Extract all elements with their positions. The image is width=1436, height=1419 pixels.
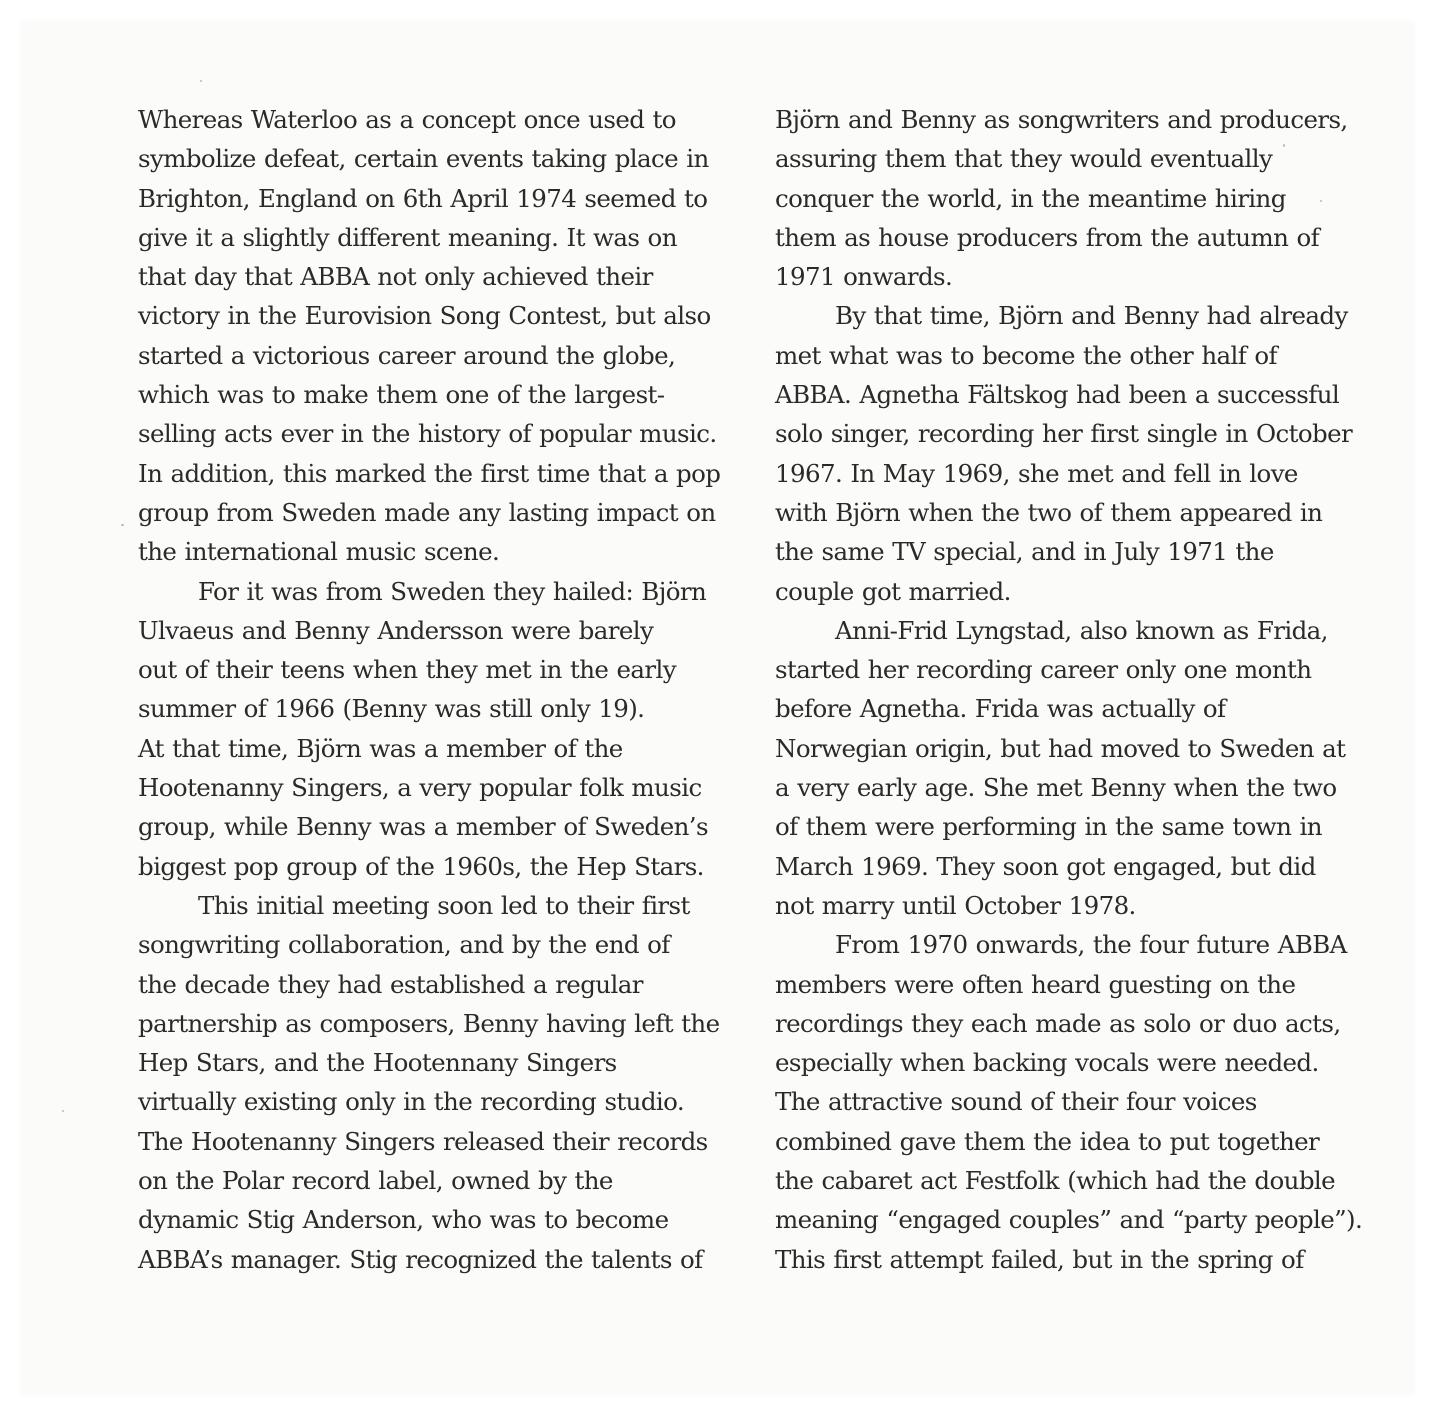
paragraph-4 — [775, 100, 1355, 296]
text-line: summer of 1966 (Benny was still only 19). — [138, 694, 645, 724]
dust-speck — [121, 524, 124, 526]
text-line: partnership as composers, Benny having left the — [138, 1008, 720, 1038]
text-line: the cabaret act Festfolk (which had the double — [775, 1166, 1336, 1196]
text-line: especially when backing vocals were needed. — [775, 1048, 1319, 1078]
text-line: symbolize defeat, certain events taking place in — [138, 144, 709, 174]
text-line: met what was to become the other half of — [775, 340, 1278, 370]
text-line: virtually existing only in the recording studio. — [138, 1087, 685, 1117]
text-line: recordings they each made as solo or duo acts, — [775, 1008, 1341, 1038]
text-line: This initial meeting soon led to their first — [198, 890, 690, 920]
text-line: the international music scene. — [138, 537, 500, 567]
text-line: selling acts ever in the history of popular music. — [138, 419, 717, 449]
text-line: out of their teens when they met in the early — [138, 655, 676, 685]
text-line: which was to make them one of the largest- — [138, 380, 665, 410]
text-line: the same TV special, and in July 1971 the — [775, 537, 1274, 567]
text-line: the decade they had established a regular — [138, 969, 643, 999]
text-line: Ulvaeus and Benny Andersson were barely — [138, 615, 654, 645]
text-line: At that time, Björn was a member of the — [138, 733, 623, 763]
text-line: a very early age. She met Benny when the two — [775, 773, 1337, 803]
text-line: not marry until October 1978. — [775, 890, 1136, 920]
text-line: assuring them that they would eventually — [775, 144, 1273, 174]
text-line: Norwegian origin, but had moved to Sweden at — [775, 733, 1346, 763]
text-line: March 1969. They soon got engaged, but did — [775, 851, 1316, 881]
dust-speck — [62, 1110, 64, 1112]
text-line: From 1970 onwards, the four future ABBA — [835, 930, 1347, 960]
text-line: Hep Stars, and the Hootennany Singers — [138, 1048, 617, 1078]
text-line: Björn and Benny as songwriters and producers, — [775, 105, 1348, 134]
paragraph-2 — [138, 572, 718, 886]
text-line: with Björn when the two of them appeared in — [775, 497, 1323, 527]
right-text-column — [775, 100, 1363, 1279]
text-line: ABBA’s manager. Stig recognized the talents of — [138, 1244, 703, 1274]
text-line: The attractive sound of their four voices — [775, 1087, 1257, 1117]
text-line: them as house producers from the autumn of — [775, 222, 1320, 252]
text-line: conquer the world, in the meantime hiring — [775, 183, 1286, 213]
text-line: For it was from Sweden they hailed: Björn — [198, 576, 707, 606]
paragraph-7 — [775, 925, 1363, 1279]
text-line: This first attempt failed, but in the spring of — [775, 1244, 1304, 1274]
text-line: started a victorious career around the globe, — [138, 340, 676, 370]
text-line: songwriting collaboration, and by the end of — [138, 930, 670, 960]
text-line: before Agnetha. Frida was actually of — [775, 694, 1226, 724]
text-line: combined gave them the idea to put together — [775, 1126, 1320, 1156]
text-line: couple got married. — [775, 576, 1011, 606]
text-line: that day that ABBA not only achieved their — [138, 262, 653, 292]
text-line: group, while Benny was a member of Sweden’s — [138, 812, 708, 842]
text-line: on the Polar record label, owned by the — [138, 1166, 613, 1196]
text-line: 1971 onwards. — [775, 262, 953, 292]
text-line: Whereas Waterloo as a concept once used to — [138, 105, 676, 134]
dust-speck — [200, 80, 202, 82]
text-line: meaning “engaged couples” and “party people”). — [775, 1205, 1363, 1235]
text-line: Anni-Frid Lyngstad, also known as Frida, — [835, 615, 1328, 645]
text-line: biggest pop group of the 1960s, the Hep Stars. — [138, 851, 704, 881]
text-line: dynamic Stig Anderson, who was to become — [138, 1205, 669, 1235]
text-line: ABBA. Agnetha Fältskog had been a successful — [775, 380, 1340, 410]
text-line: of them were performing in the same town in — [775, 812, 1322, 842]
text-line: started her recording career only one month — [775, 655, 1312, 685]
text-line: Brighton, England on 6th April 1974 seemed to — [138, 183, 708, 213]
text-line: By that time, Björn and Benny had already — [835, 301, 1348, 331]
left-text-column — [138, 100, 721, 1279]
paragraph-1 — [138, 100, 721, 572]
text-line: In addition, this marked the first time that a pop — [138, 458, 721, 488]
paragraph-5 — [775, 296, 1355, 610]
paragraph-3 — [138, 886, 718, 1279]
text-line: victory in the Eurovision Song Contest, but also — [138, 301, 711, 331]
text-line: members were often heard guesting on the — [775, 969, 1296, 999]
paragraph-6 — [775, 611, 1355, 925]
text-line: The Hootenanny Singers released their records — [138, 1126, 708, 1156]
text-line: 1967. In May 1969, she met and fell in love — [775, 458, 1298, 488]
text-line: Hootenanny Singers, a very popular folk music — [138, 773, 702, 803]
text-line: group from Sweden made any lasting impact on — [138, 497, 716, 527]
text-line: solo singer, recording her first single in October — [775, 419, 1353, 449]
text-line: give it a slightly different meaning. It was on — [138, 222, 677, 252]
